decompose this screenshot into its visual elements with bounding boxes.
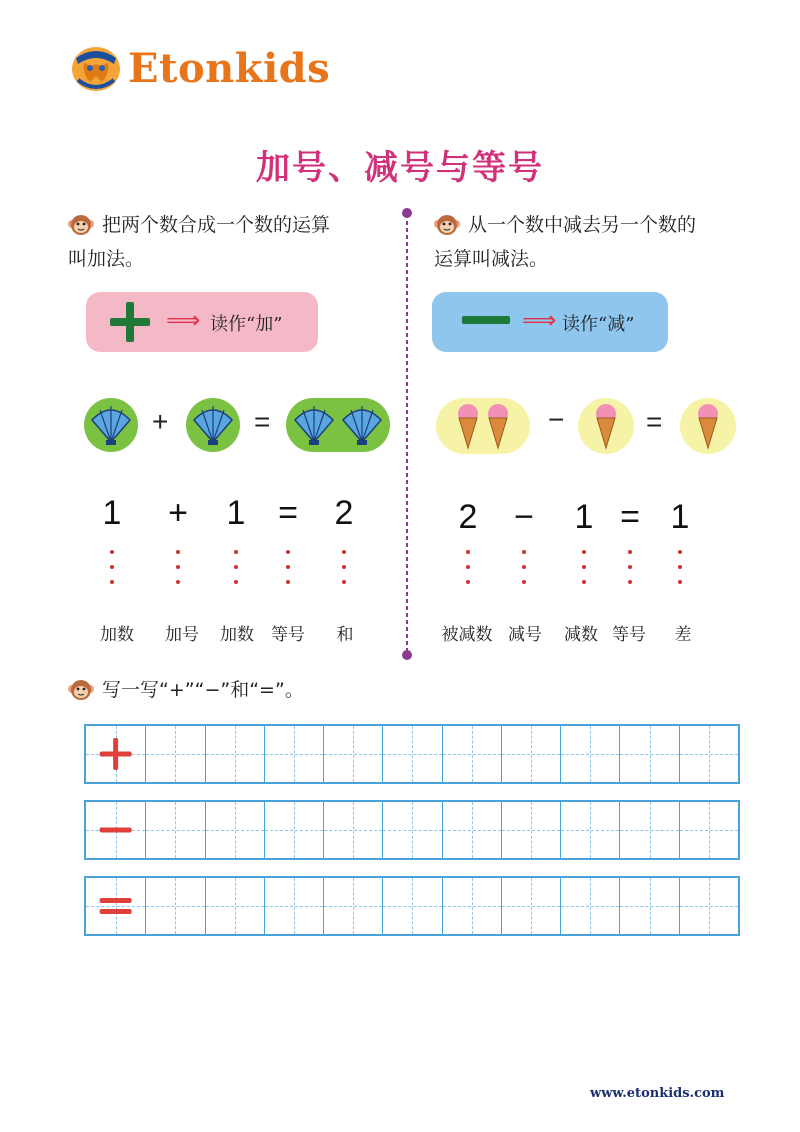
grid-cell-blank[interactable] <box>442 726 501 782</box>
minus-sign-icon <box>462 314 510 326</box>
addition-term-2: 1 <box>226 494 246 532</box>
ice-cream-group-1b <box>680 398 736 454</box>
label-difference: 差 <box>674 625 692 645</box>
subtraction-picture-minus: − <box>548 404 565 435</box>
dotted-connector <box>175 550 181 595</box>
sample-plus-sign <box>86 726 145 782</box>
grid-cell-blank[interactable] <box>264 802 323 858</box>
subtraction-minus: − <box>514 498 534 536</box>
practice-instruction: 写一写“+”“−”和“=”。 <box>102 679 304 701</box>
grid-cell-blank[interactable] <box>679 878 738 934</box>
shell-group-1 <box>84 398 138 452</box>
monkey-icon <box>434 213 460 237</box>
shell-group-2 <box>186 398 240 452</box>
shell-icon <box>84 398 138 452</box>
label-equals-sign: 等号 <box>612 625 646 645</box>
ice-cream-group-1a <box>578 398 634 454</box>
addition-picture-equals: = <box>254 406 271 437</box>
grid-cell-blank[interactable] <box>619 878 678 934</box>
shell-group-sum <box>286 398 390 452</box>
page-title: 加号、减号与等号 <box>256 148 544 188</box>
grid-cell-blank[interactable] <box>501 726 560 782</box>
grid-cell-blank[interactable] <box>442 802 501 858</box>
grid-cell-blank[interactable] <box>323 802 382 858</box>
addition-description-line1: 把两个数合成一个数的运算 <box>102 214 331 236</box>
arrow-icon: ⟹ <box>522 306 557 334</box>
label-addend-1: 加数 <box>100 625 134 645</box>
addition-read-box <box>86 292 318 352</box>
addition-term-1: 1 <box>102 494 122 532</box>
grid-cell-blank[interactable] <box>619 726 678 782</box>
shell-pair-icon <box>286 398 390 452</box>
grid-cell-blank[interactable] <box>205 726 264 782</box>
grid-cell-sample <box>86 802 145 858</box>
addition-sum: 2 <box>334 494 354 532</box>
practice-row-minus <box>84 800 740 860</box>
ice-cream-group-2 <box>436 398 530 454</box>
label-plus-sign: 加号 <box>165 625 199 645</box>
grid-cell-blank[interactable] <box>501 802 560 858</box>
dotted-connector <box>677 550 683 595</box>
grid-cell-blank[interactable] <box>560 878 619 934</box>
dotted-connector <box>627 550 633 595</box>
addition-equals: = <box>278 494 298 532</box>
label-minus-sign: 减号 <box>508 625 542 645</box>
sample-equals-sign <box>86 878 145 934</box>
ice-cream-pair-icon <box>436 398 530 454</box>
grid-cell-blank[interactable] <box>145 878 204 934</box>
subtraction-equals: = <box>620 498 640 536</box>
dotted-connector <box>581 550 587 595</box>
grid-cell-blank[interactable] <box>323 726 382 782</box>
divider-dot-top <box>402 208 412 218</box>
brand-name: Etonkids <box>128 45 331 92</box>
grid-cell-blank[interactable] <box>382 802 441 858</box>
monkey-icon <box>68 213 94 237</box>
label-subtrahend: 减数 <box>564 625 598 645</box>
plus-sign-icon <box>108 302 152 342</box>
arrow-icon: ⟹ <box>166 306 201 334</box>
label-equals-sign: 等号 <box>271 625 305 645</box>
label-addend-2: 加数 <box>220 625 254 645</box>
subtraction-difference: 1 <box>670 498 690 536</box>
grid-cell-blank[interactable] <box>679 726 738 782</box>
practice-row-plus <box>84 724 740 784</box>
addition-plus: + <box>168 494 188 532</box>
dotted-connector <box>285 550 291 595</box>
footer-url: www.etonkids.com <box>590 1086 725 1101</box>
label-minuend: 被减数 <box>441 625 493 645</box>
addition-read-as: 读作“加” <box>210 314 283 335</box>
ice-cream-icon <box>680 398 736 454</box>
column-divider <box>406 214 408 656</box>
dotted-connector <box>109 550 115 595</box>
monkey-icon <box>68 678 94 702</box>
subtraction-read-box <box>432 292 668 352</box>
grid-cell-blank[interactable] <box>205 802 264 858</box>
divider-dot-bottom <box>402 650 412 660</box>
dotted-connector <box>233 550 239 595</box>
subtraction-subtrahend: 1 <box>574 498 594 536</box>
grid-cell-blank[interactable] <box>679 802 738 858</box>
grid-cell-blank[interactable] <box>560 726 619 782</box>
grid-cell-blank[interactable] <box>145 802 204 858</box>
grid-cell-blank[interactable] <box>442 878 501 934</box>
shell-icon <box>186 398 240 452</box>
dotted-connector <box>465 550 471 595</box>
addition-picture-plus: + <box>152 406 169 437</box>
ice-cream-icon <box>578 398 634 454</box>
subtraction-description-line2: 运算叫减法。 <box>434 248 549 270</box>
grid-cell-blank[interactable] <box>323 878 382 934</box>
grid-cell-sample <box>86 726 145 782</box>
logo-badge-icon <box>68 40 124 94</box>
grid-cell-blank[interactable] <box>264 878 323 934</box>
grid-cell-blank[interactable] <box>264 726 323 782</box>
grid-cell-blank[interactable] <box>382 878 441 934</box>
subtraction-read-as: 读作“减” <box>562 314 635 335</box>
addition-description-line2: 叫加法。 <box>68 248 145 270</box>
sample-minus-sign <box>86 802 145 858</box>
label-sum: 和 <box>336 625 354 645</box>
grid-cell-blank[interactable] <box>560 802 619 858</box>
dotted-connector <box>521 550 527 595</box>
subtraction-picture-equals: = <box>646 406 663 437</box>
dotted-connector <box>341 550 347 595</box>
practice-row-equals <box>84 876 740 936</box>
subtraction-description-line1: 从一个数中减去另一个数的 <box>468 214 697 236</box>
grid-cell-blank[interactable] <box>145 726 204 782</box>
grid-cell-blank[interactable] <box>382 726 441 782</box>
grid-cell-blank[interactable] <box>501 878 560 934</box>
grid-cell-blank[interactable] <box>205 878 264 934</box>
grid-cell-blank[interactable] <box>619 802 678 858</box>
subtraction-minuend: 2 <box>458 498 478 536</box>
grid-cell-sample <box>86 878 145 934</box>
